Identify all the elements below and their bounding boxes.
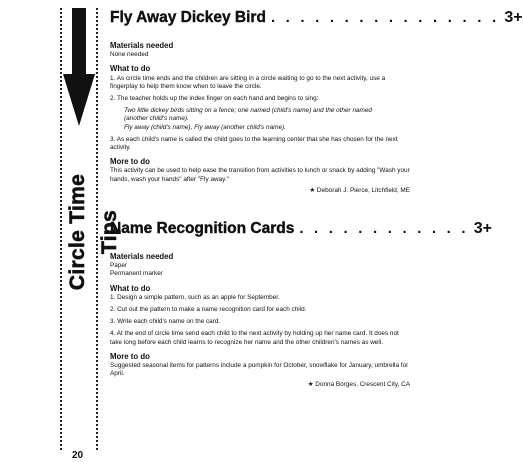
activity-title: Fly Away Dickey Bird xyxy=(110,9,266,26)
contributor-credit: ★ Donna Borges, Crescent City, CA xyxy=(307,381,410,389)
activity-header xyxy=(110,9,523,36)
age-level: 3+ xyxy=(473,220,493,238)
dot-leader: . . . . . . . . . . . . . . . . xyxy=(270,9,500,26)
materials-heading: Materials needed xyxy=(110,252,174,262)
step: 1. Design a simple pattern, such as an apple for September. xyxy=(110,293,280,301)
page-number: 20 xyxy=(72,450,84,461)
dot-leader: . . . . . . . . . . . . xyxy=(299,220,469,238)
step: 1. As circle time ends and the children are sitting in a circle waiting to go to the next activity, use a fingerplay to help them know when to leave the circle. xyxy=(110,74,386,90)
step: 2. Cut out the pattern to make a name recognition card for each child. xyxy=(110,306,307,314)
materials-item: Paper xyxy=(110,262,128,270)
verse-line: Two little dickey birds sitting on a fence; one named (child's name) and the other named xyxy=(124,107,372,115)
activity xyxy=(110,220,493,390)
verse-line: Fly away (child's name), Fly away (another child's name). xyxy=(124,123,286,131)
step: 2. The teacher holds up the index finger on each hand and begins to sing: xyxy=(110,95,319,103)
materials-item: Permanent marker xyxy=(110,270,163,278)
activity-title: Name Recognition Cards xyxy=(110,220,295,238)
side-tab-label: Circle Time Tips xyxy=(66,173,121,291)
contributor-credit: ★ Deborah J. Pierce, Litchfield, ME xyxy=(309,186,410,194)
more-text: Suggested seasonal items for patterns include a pumpkin for October, snowflake for January, umbrella for April. xyxy=(110,362,409,378)
materials-item: None needed xyxy=(110,51,149,59)
more-text: This activity can be used to help ease the transition from activities to lunch or snack by adding "Wash your hands, wash your hands" after "Fly away." xyxy=(110,167,410,183)
steps-heading: What to do xyxy=(110,64,151,74)
steps-heading: What to do xyxy=(110,283,151,293)
activity-header xyxy=(110,220,493,247)
age-level: 3+ xyxy=(504,9,523,26)
verse-line: (another child's name). xyxy=(124,115,189,123)
more-heading: More to do xyxy=(110,351,150,361)
step: 3. Write each child's name on the card. xyxy=(110,318,221,326)
more-heading: More to do xyxy=(110,157,150,167)
step: 4. At the end of circle time send each child to the next activity by holding up her name card. It does not take long before each child learns to recognize her name and the other children's names as well. xyxy=(110,330,399,346)
activity xyxy=(110,9,523,195)
materials-heading: Materials needed xyxy=(110,41,174,50)
page-content xyxy=(110,9,523,390)
step: 3. As each child's name is called the child goes to the learning center that she has chosen for the next activity. xyxy=(110,135,398,152)
down-arrow-icon xyxy=(63,8,95,126)
